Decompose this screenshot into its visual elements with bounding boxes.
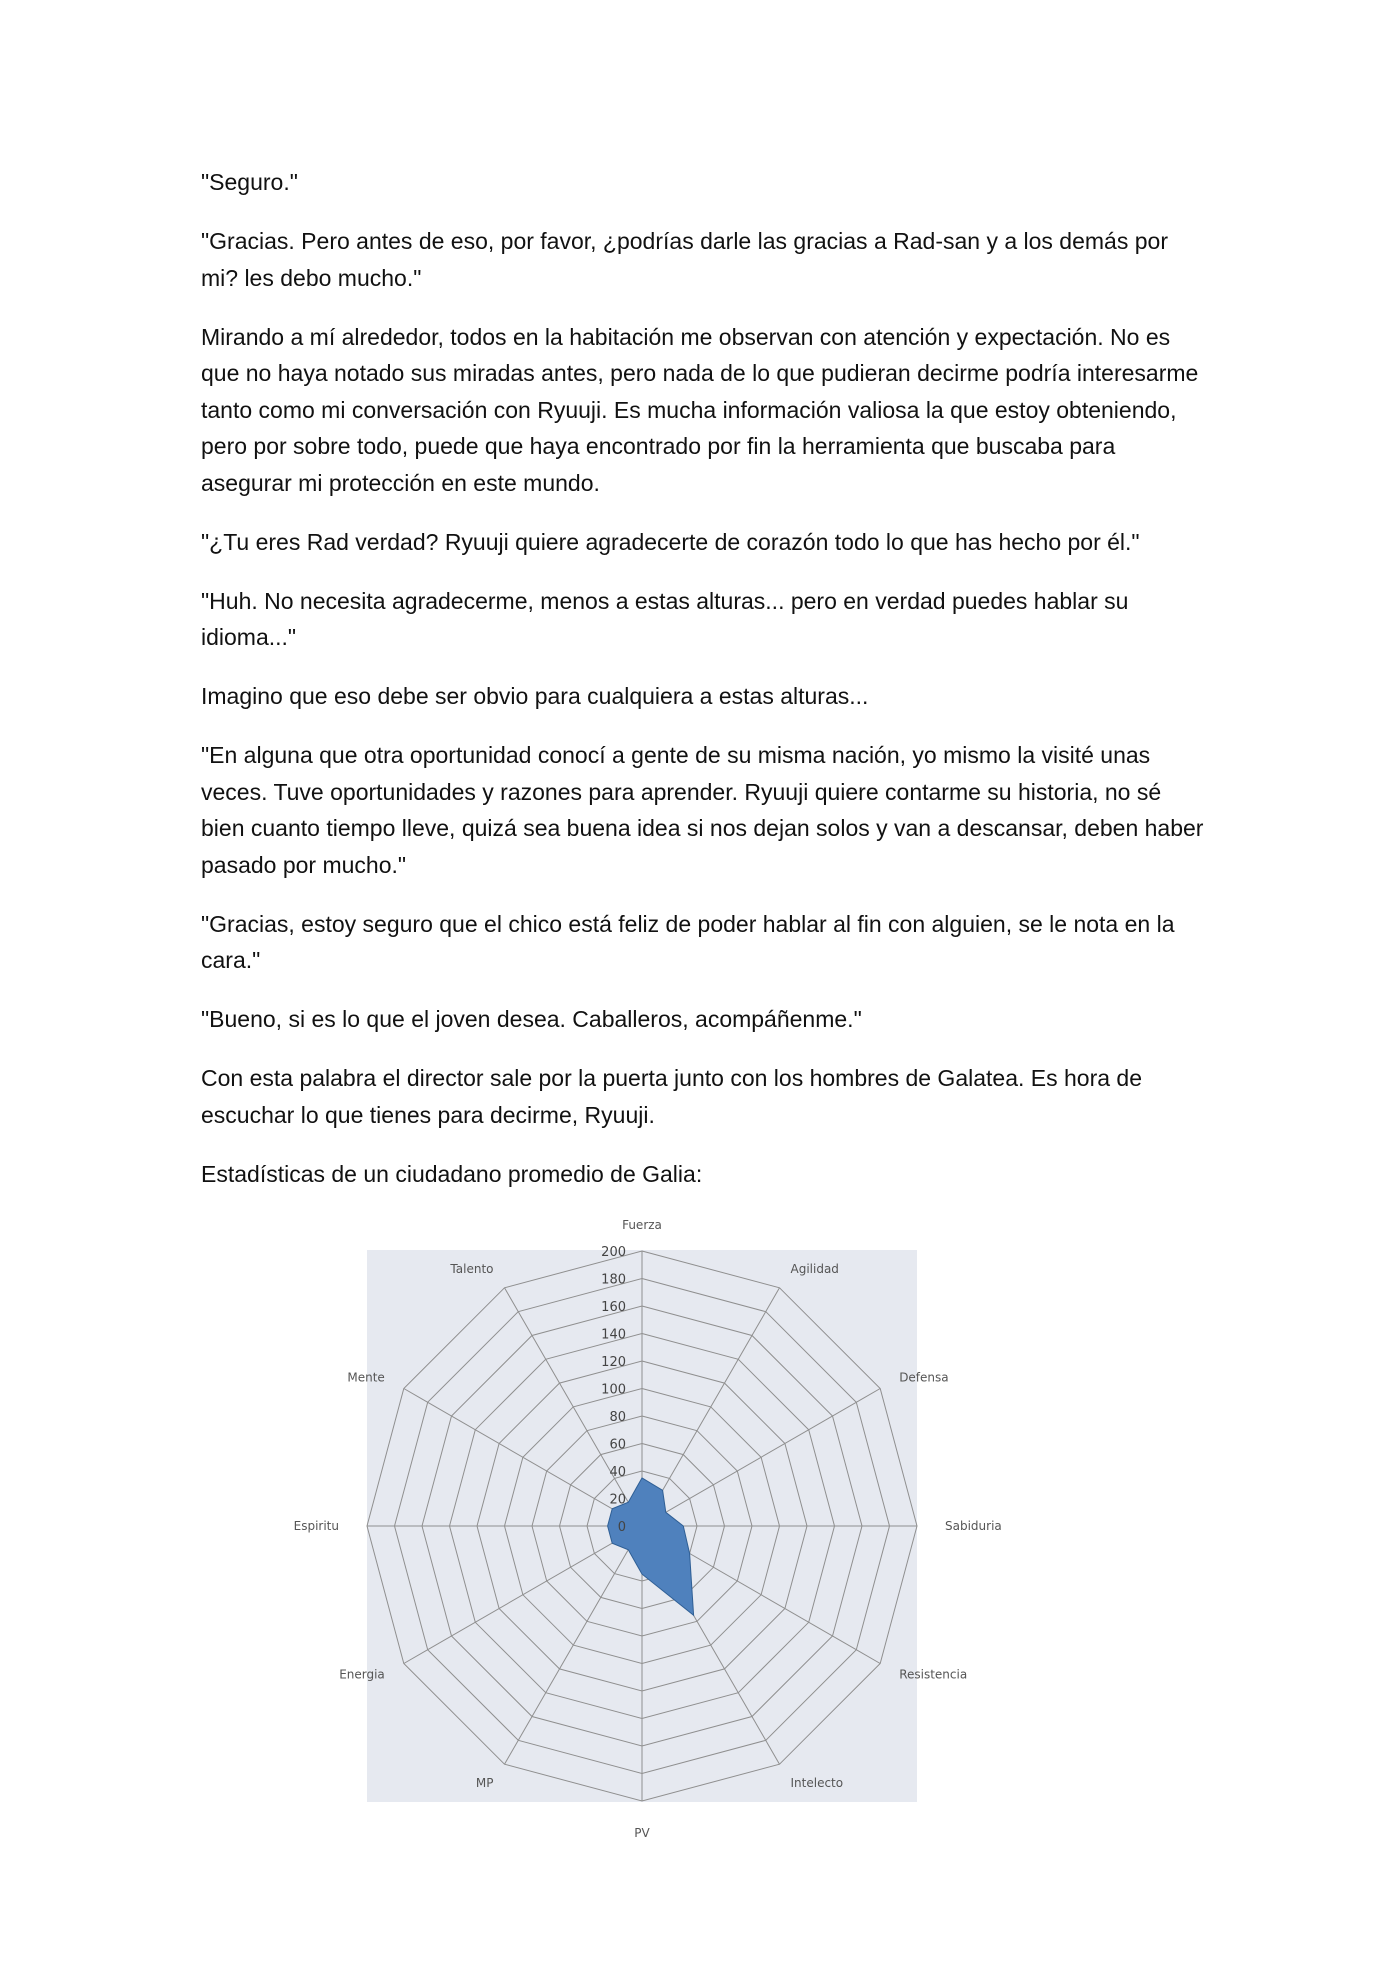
tick-label: 0 xyxy=(617,1520,626,1535)
tick-label: 40 xyxy=(609,1465,626,1480)
paragraph: "Bueno, si es lo que el joven desea. Caballeros, acompáñenme." xyxy=(201,1006,862,1032)
paragraph: "Gracias. Pero antes de eso, por favor, ¿podrías darle las gracias a Rad-san y a los demás por mi? les debo mucho." xyxy=(201,228,1168,291)
axis-label-intelecto: Intelecto xyxy=(790,1776,844,1791)
tick-label: 200 xyxy=(601,1245,626,1260)
tick-label: 60 xyxy=(609,1437,626,1453)
axis-label-mente: Mente xyxy=(347,1370,385,1385)
axis-label-agilidad: Agilidad xyxy=(790,1261,839,1276)
axis-label-energia: Energia xyxy=(339,1667,385,1682)
radar-chart-svg xyxy=(290,1212,1010,1842)
paragraph: Mirando a mí alrededor, todos en la habitación me observan con atención y expectación. No es que no haya notado sus miradas antes, pero nada de lo que pudieran decirme podría interesarme tanto como mi conversación con Ryuuji. Es mucha información valiosa la que estoy obteniendo, pero por sobre todo, puede que haya encontrado por fin la herramienta que buscaba para asegurar mi protección en este mundo. xyxy=(201,323,1199,496)
axis-label-mp: MP xyxy=(475,1776,494,1791)
axis-label-pv: PV xyxy=(634,1826,650,1840)
body-text xyxy=(201,164,1211,1215)
paragraph: "Huh. No necesita agradecerme, menos a estas alturas... pero en verdad puedes hablar su idioma..." xyxy=(201,587,1129,650)
axis-label-resistencia: Resistencia xyxy=(899,1667,968,1682)
paragraph: "Gracias, estoy seguro que el chico está feliz de poder hablar al fin con alguien, se le nota en la cara." xyxy=(201,910,1175,973)
chart-caption: Estadísticas de un ciudadano promedio de Galia: xyxy=(201,1160,703,1187)
paragraph: Imagino que eso debe ser obvio para cualquiera a estas alturas... xyxy=(201,683,869,709)
axis-label-espiritu: Espiritu xyxy=(293,1519,339,1533)
tick-label: 160 xyxy=(601,1300,626,1315)
radar-chart xyxy=(290,1212,1010,1842)
tick-label: 20 xyxy=(609,1492,626,1508)
tick-label: 120 xyxy=(601,1355,626,1370)
paragraph: Con esta palabra el director sale por la puerta junto con los hombres de Galatea. Es hora de escuchar lo que tienes para decirme, Ryuuji. xyxy=(201,1065,1143,1128)
tick-label: 180 xyxy=(601,1272,626,1288)
paragraph: "¿Tu eres Rad verdad? Ryuuji quiere agradecerte de corazón todo lo que has hecho por él." xyxy=(201,528,1140,555)
paragraph: "Seguro." xyxy=(201,169,298,195)
tick-label: 80 xyxy=(609,1410,626,1425)
paragraph: "En alguna que otra oportunidad conocí a gente de su misma nación, yo mismo la visité unas veces. Tuve oportunidades y razones para aprender. Ryuuji quiere contarme su historia, no sé bien cuanto tiempo lleve, quizá sea buena idea si nos dejan solos y van a descansar, deben haber pasado por mucho." xyxy=(201,742,1204,878)
axis-label-defensa: Defensa xyxy=(899,1370,949,1385)
axis-label-fuerza: Fuerza xyxy=(622,1218,662,1232)
axis-label-talento: Talento xyxy=(450,1261,494,1276)
tick-label: 140 xyxy=(601,1327,626,1343)
axis-label-sabiduria: Sabiduria xyxy=(945,1519,1002,1533)
tick-label: 100 xyxy=(601,1382,626,1398)
